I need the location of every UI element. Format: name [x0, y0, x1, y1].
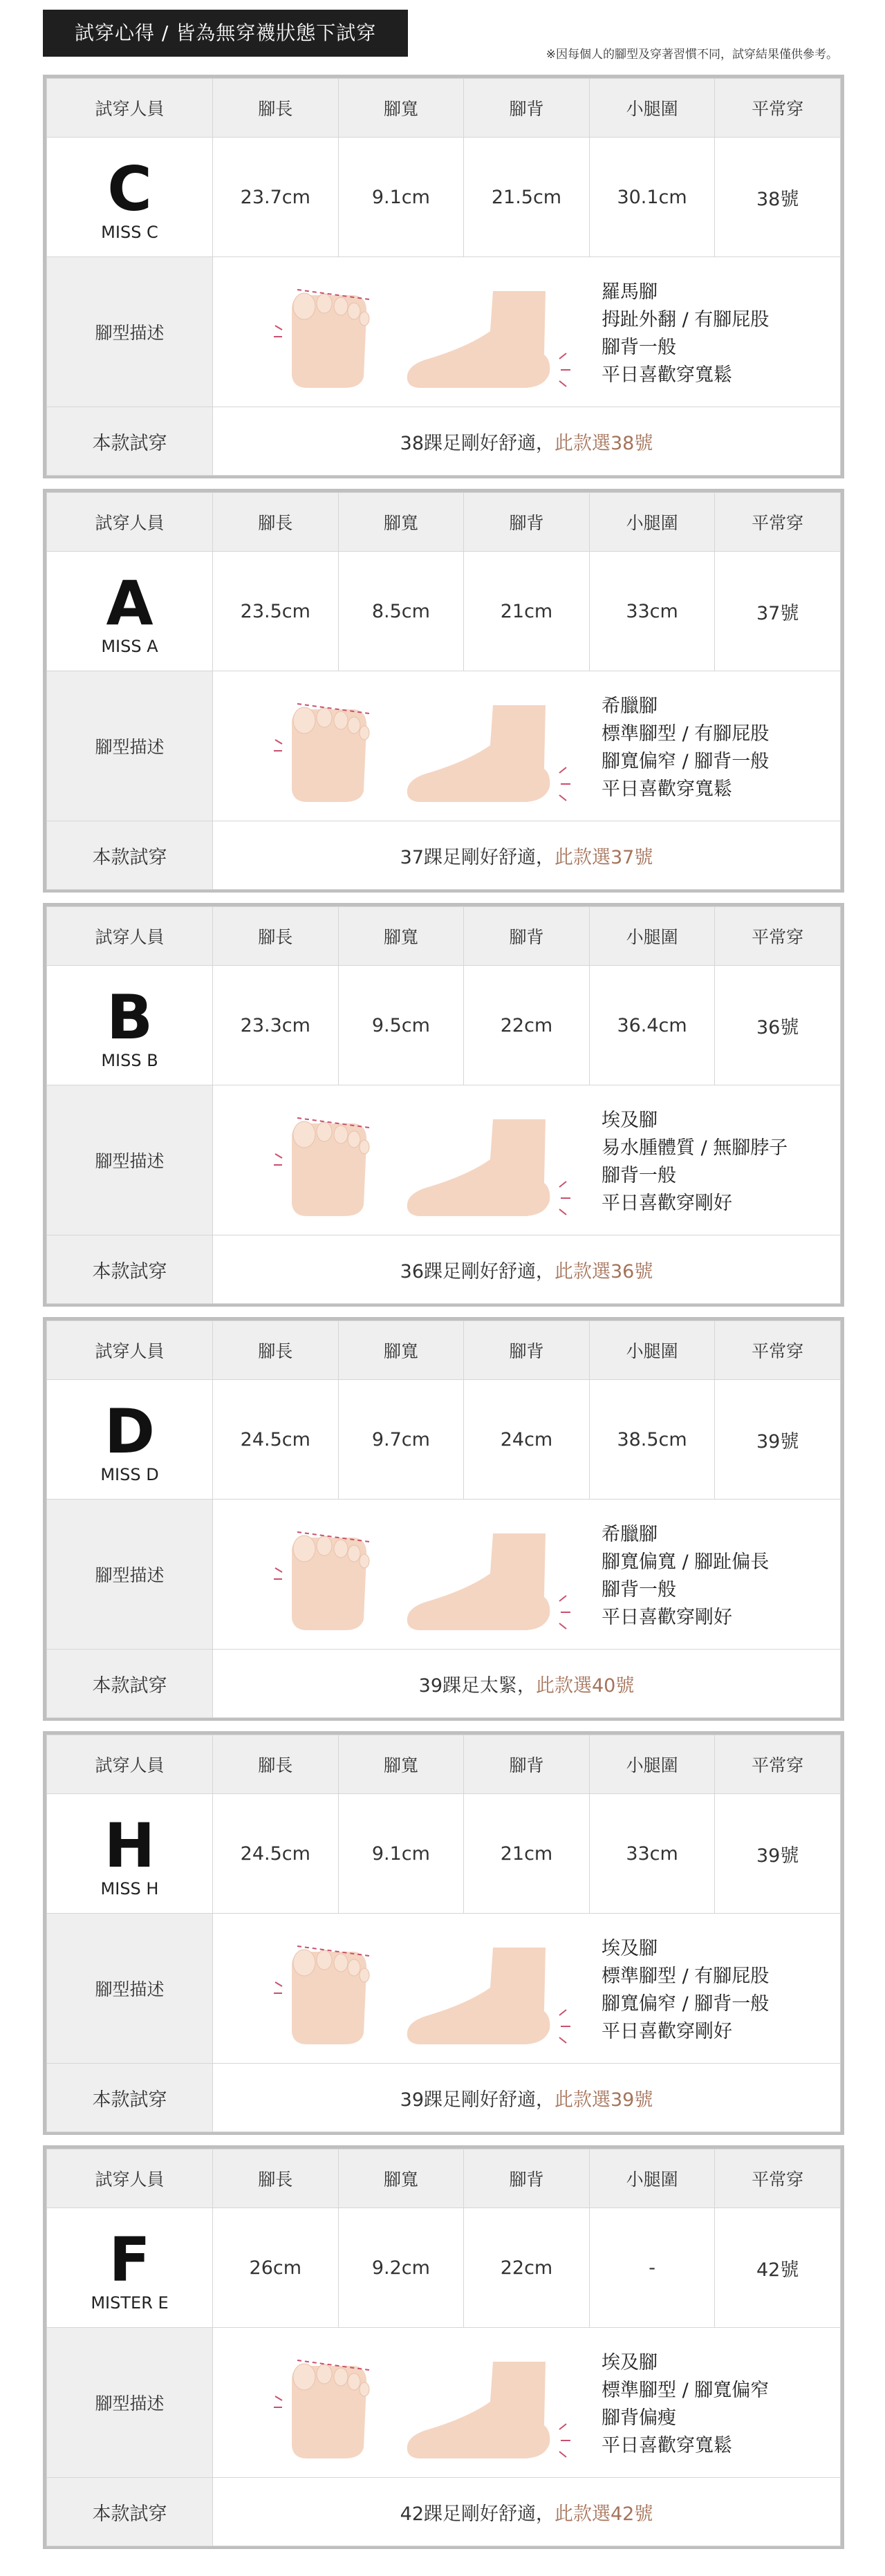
header-length: 腳長	[213, 1735, 339, 1794]
calf-value: -	[589, 2208, 715, 2328]
side-foot-illustration	[403, 1531, 576, 1634]
header-width: 腳寬	[338, 1321, 464, 1380]
measurement-row	[47, 552, 841, 671]
description-line: 希臘腳	[602, 1524, 658, 1545]
header-calf: 小腿圍	[589, 493, 715, 552]
trial-size-highlight: 此款選39號	[555, 2089, 653, 2111]
instep-value: 22cm	[464, 2208, 590, 2328]
description-line: 腳寬偏寬 / 腳趾偏長	[602, 1551, 770, 1573]
description-line: 標準腳型 / 腳寬偏窄	[602, 2380, 770, 2401]
foot-length-value: 23.7cm	[213, 138, 339, 257]
tester-letter: D	[104, 1396, 156, 1467]
side-foot-illustration	[403, 2359, 576, 2463]
tester-name: MISS B	[101, 1051, 158, 1070]
description-line: 平日喜歡穿寬鬆	[602, 364, 732, 386]
tester-letter: A	[106, 568, 153, 639]
usual-size-value: 39號	[715, 1794, 841, 1914]
trial-text: 42踝足剛好舒適，	[400, 2503, 555, 2525]
header-usual-size: 平常穿	[715, 1321, 841, 1380]
header-calf: 小腿圍	[589, 1735, 715, 1794]
foot-width-value: 9.1cm	[338, 1794, 464, 1914]
trial-text: 39踝足剛好舒適，	[400, 2089, 555, 2111]
calf-value: 38.5cm	[589, 1380, 715, 1500]
description-row	[47, 671, 841, 821]
instep-value: 21cm	[464, 552, 590, 671]
table-header-row	[47, 493, 841, 552]
header-width: 腳寬	[338, 2149, 464, 2208]
trial-size-highlight: 此款選36號	[555, 1260, 653, 1282]
trial-label: 本款試穿	[47, 821, 213, 890]
header-length: 腳長	[213, 493, 339, 552]
description-label: 腳型描述	[47, 1500, 213, 1650]
description-label: 腳型描述	[47, 1914, 213, 2064]
description-line: 腳背一般	[602, 1165, 676, 1186]
trial-row	[47, 1235, 841, 1304]
header-tester: 試穿人員	[47, 1321, 213, 1380]
usual-size-value: 36號	[715, 966, 841, 1085]
description-row	[47, 2328, 841, 2478]
description-label: 腳型描述	[47, 1085, 213, 1235]
tester-cell	[47, 2208, 213, 2328]
trial-label: 本款試穿	[47, 1650, 213, 1718]
foot-description	[602, 1521, 769, 1632]
fit-table	[46, 1320, 841, 1718]
calf-value: 33cm	[589, 552, 715, 671]
header-length: 腳長	[213, 2149, 339, 2208]
tester-card	[43, 2145, 844, 2549]
table-header-row	[47, 907, 841, 966]
description-cell	[213, 1500, 841, 1650]
description-line: 平日喜歡穿剛好	[602, 1607, 732, 1628]
description-line: 平日喜歡穿寬鬆	[602, 2435, 732, 2456]
description-line: 拇趾外翻 / 有腳屁股	[602, 309, 770, 330]
calf-value: 33cm	[589, 1794, 715, 1914]
tester-cell	[47, 1794, 213, 1914]
table-header-row	[47, 2149, 841, 2208]
trial-result	[213, 1235, 841, 1304]
tester-cell	[47, 552, 213, 671]
description-row	[47, 1500, 841, 1650]
tester-name: MISTER E	[91, 2293, 169, 2313]
trial-text: 38踝足剛好舒適，	[400, 432, 555, 454]
usual-size-value: 37號	[715, 552, 841, 671]
header-width: 腳寬	[338, 493, 464, 552]
tester-letter: H	[104, 1810, 156, 1881]
measurement-row	[47, 966, 841, 1085]
header-usual-size: 平常穿	[715, 1735, 841, 1794]
tester-name: MISS C	[101, 223, 158, 242]
description-cell	[213, 671, 841, 821]
description-line: 希臘腳	[602, 696, 658, 717]
page-header	[43, 10, 838, 65]
header-usual-size: 平常穿	[715, 79, 841, 138]
foot-length-value: 24.5cm	[213, 1380, 339, 1500]
tester-card	[43, 903, 844, 1307]
header-tester: 試穿人員	[47, 907, 213, 966]
header-instep: 腳背	[464, 2149, 590, 2208]
trial-size-highlight: 此款選38號	[555, 432, 653, 454]
header-instep: 腳背	[464, 79, 590, 138]
trial-row	[47, 1650, 841, 1718]
instep-value: 21.5cm	[464, 138, 590, 257]
side-foot-illustration	[403, 1117, 576, 1220]
trial-label: 本款試穿	[47, 1235, 213, 1304]
header-instep: 腳背	[464, 493, 590, 552]
description-row	[47, 1085, 841, 1235]
header-calf: 小腿圍	[589, 79, 715, 138]
tester-letter: F	[109, 2224, 151, 2295]
measurement-row	[47, 1380, 841, 1500]
usual-size-value: 42號	[715, 2208, 841, 2328]
description-line: 平日喜歡穿剛好	[602, 2021, 732, 2042]
tester-name: MISS H	[100, 1879, 159, 1898]
foot-description	[602, 1935, 769, 2046]
measurement-row	[47, 2208, 841, 2328]
header-instep: 腳背	[464, 1321, 590, 1380]
toe-illustration	[272, 2358, 383, 2461]
side-foot-illustration	[403, 288, 576, 392]
trial-row	[47, 2064, 841, 2132]
header-usual-size: 平常穿	[715, 493, 841, 552]
description-cell	[213, 1085, 841, 1235]
fit-table	[46, 78, 841, 476]
trial-size-highlight: 此款選40號	[536, 1674, 635, 1697]
trial-result	[213, 1650, 841, 1718]
header-calf: 小腿圍	[589, 907, 715, 966]
trial-size-highlight: 此款選42號	[555, 2503, 653, 2525]
toe-illustration	[272, 1115, 383, 1219]
trial-text: 37踝足剛好舒適，	[400, 846, 555, 868]
trial-result	[213, 407, 841, 476]
description-line: 腳寬偏窄 / 腳背一般	[602, 1993, 770, 2015]
header-width: 腳寬	[338, 1735, 464, 1794]
foot-length-value: 23.3cm	[213, 966, 339, 1085]
trial-label: 本款試穿	[47, 2478, 213, 2546]
calf-value: 30.1cm	[589, 138, 715, 257]
toe-illustration	[272, 287, 383, 391]
measurement-row	[47, 138, 841, 257]
foot-description	[602, 1107, 788, 1217]
foot-description	[602, 279, 769, 389]
description-line: 腳背一般	[602, 1579, 676, 1600]
description-line: 標準腳型 / 有腳屁股	[602, 723, 770, 745]
header-instep: 腳背	[464, 1735, 590, 1794]
trial-size-highlight: 此款選37號	[555, 846, 653, 868]
header-calf: 小腿圍	[589, 1321, 715, 1380]
header-length: 腳長	[213, 907, 339, 966]
description-label: 腳型描述	[47, 671, 213, 821]
description-line: 腳背一般	[602, 337, 676, 358]
tester-name: MISS A	[101, 637, 158, 656]
header-length: 腳長	[213, 79, 339, 138]
foot-width-value: 9.5cm	[338, 966, 464, 1085]
calf-value: 36.4cm	[589, 966, 715, 1085]
foot-length-value: 23.5cm	[213, 552, 339, 671]
tester-cell	[47, 138, 213, 257]
header-width: 腳寬	[338, 79, 464, 138]
trial-label: 本款試穿	[47, 2064, 213, 2132]
table-header-row	[47, 79, 841, 138]
description-line: 埃及腳	[602, 1938, 658, 1959]
page-title: 試穿心得 / 皆為無穿襪狀態下試穿	[43, 10, 408, 57]
measurement-row	[47, 1794, 841, 1914]
trial-row	[47, 2478, 841, 2546]
instep-value: 24cm	[464, 1380, 590, 1500]
header-instep: 腳背	[464, 907, 590, 966]
description-line: 易水腫體質 / 無腳脖子	[602, 1137, 788, 1159]
trial-row	[47, 407, 841, 476]
header-length: 腳長	[213, 1321, 339, 1380]
description-cell	[213, 2328, 841, 2478]
header-usual-size: 平常穿	[715, 907, 841, 966]
tester-card	[43, 1731, 844, 2135]
trial-text: 39踝足太緊，	[418, 1674, 536, 1697]
tester-cell	[47, 1380, 213, 1500]
instep-value: 22cm	[464, 966, 590, 1085]
table-header-row	[47, 1735, 841, 1794]
table-header-row	[47, 1321, 841, 1380]
description-line: 平日喜歡穿剛好	[602, 1193, 732, 1214]
description-line: 羅馬腳	[602, 281, 658, 303]
tester-letter: C	[107, 153, 152, 225]
foot-width-value: 9.1cm	[338, 138, 464, 257]
tester-card	[43, 1317, 844, 1721]
tester-card	[43, 489, 844, 893]
side-foot-illustration	[403, 702, 576, 806]
header-usual-size: 平常穿	[715, 2149, 841, 2208]
toe-illustration	[272, 1943, 383, 2047]
description-line: 埃及腳	[602, 2352, 658, 2373]
side-foot-illustration	[403, 1945, 576, 2048]
foot-width-value: 9.7cm	[338, 1380, 464, 1500]
header-tester: 試穿人員	[47, 79, 213, 138]
instep-value: 21cm	[464, 1794, 590, 1914]
description-cell	[213, 257, 841, 407]
fit-table	[46, 1735, 841, 2132]
description-line: 腳寬偏窄 / 腳背一般	[602, 751, 770, 772]
tester-cell	[47, 966, 213, 1085]
header-tester: 試穿人員	[47, 2149, 213, 2208]
disclaimer-note: ※因每個人的腳型及穿著習慣不同，試穿結果僅供參考。	[546, 48, 838, 62]
fit-table	[46, 2149, 841, 2546]
description-line: 平日喜歡穿寬鬆	[602, 778, 732, 800]
usual-size-value: 38號	[715, 138, 841, 257]
header-tester: 試穿人員	[47, 1735, 213, 1794]
description-row	[47, 257, 841, 407]
trial-result	[213, 2064, 841, 2132]
fit-table	[46, 492, 841, 890]
trial-label: 本款試穿	[47, 407, 213, 476]
tester-card	[43, 75, 844, 478]
trial-result	[213, 2478, 841, 2546]
tester-letter: B	[106, 982, 153, 1053]
description-label: 腳型描述	[47, 257, 213, 407]
trial-text: 36踝足剛好舒適，	[400, 1260, 555, 1282]
description-row	[47, 1914, 841, 2064]
description-line: 腳背偏瘦	[602, 2407, 676, 2429]
tester-name: MISS D	[100, 1465, 159, 1484]
trial-result	[213, 821, 841, 890]
description-cell	[213, 1914, 841, 2064]
description-line: 標準腳型 / 有腳屁股	[602, 1966, 770, 1987]
toe-illustration	[272, 1529, 383, 1633]
toe-illustration	[272, 701, 383, 805]
fit-table	[46, 906, 841, 1304]
description-line: 埃及腳	[602, 1110, 658, 1131]
description-label: 腳型描述	[47, 2328, 213, 2478]
header-tester: 試穿人員	[47, 493, 213, 552]
foot-description	[602, 693, 769, 803]
header-width: 腳寬	[338, 907, 464, 966]
usual-size-value: 39號	[715, 1380, 841, 1500]
foot-description	[602, 2349, 769, 2460]
foot-width-value: 9.2cm	[338, 2208, 464, 2328]
foot-length-value: 26cm	[213, 2208, 339, 2328]
foot-length-value: 24.5cm	[213, 1794, 339, 1914]
trial-row	[47, 821, 841, 890]
header-calf: 小腿圍	[589, 2149, 715, 2208]
foot-width-value: 8.5cm	[338, 552, 464, 671]
